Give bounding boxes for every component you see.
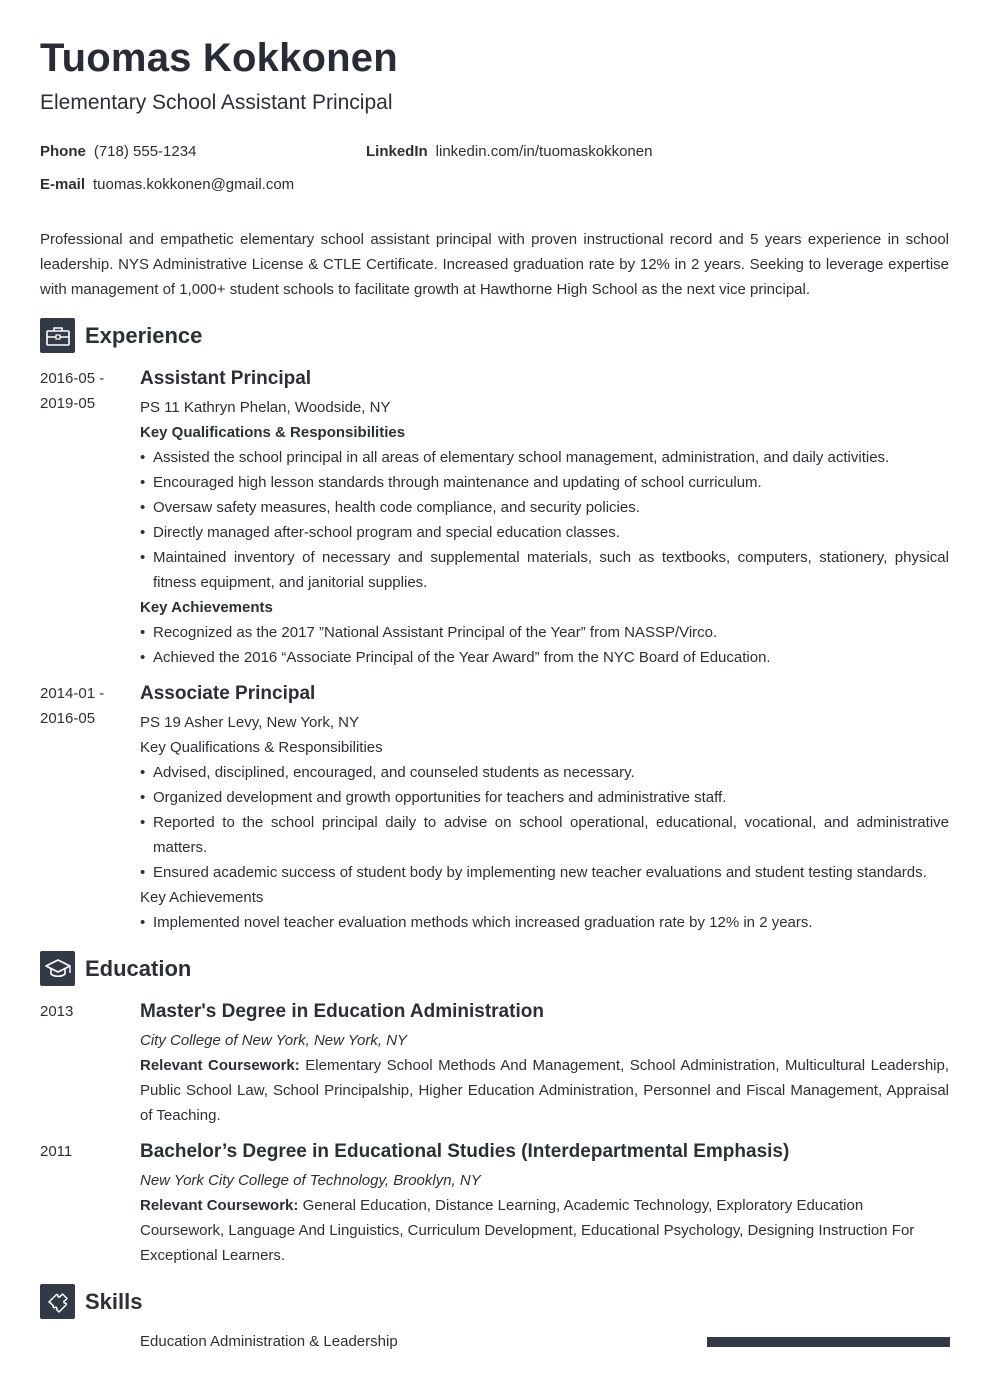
graduation-cap-icon	[40, 951, 75, 986]
job-title: Assistant Principal	[140, 368, 312, 389]
school-name: New York City College of Technology, Brooklyn, NY	[140, 1172, 481, 1189]
skills-section-title: Skills	[85, 1288, 143, 1314]
job-body	[140, 366, 949, 670]
puzzle-icon	[40, 1284, 75, 1319]
list-item: • Encouraged high lesson standards through maintenance and updating of school curriculum.	[140, 470, 949, 495]
education-section-title: Education	[85, 955, 192, 981]
job-entry	[40, 366, 949, 670]
contact-linkedin	[366, 143, 652, 160]
job-dates	[40, 366, 120, 416]
skill-level-bar	[707, 1337, 950, 1347]
degree-title: Master's Degree in Education Administration	[140, 1001, 544, 1022]
coursework-label: Relevant Coursework:	[140, 1057, 300, 1074]
experience-section-title: Experience	[85, 322, 203, 348]
education-entry	[40, 999, 949, 1128]
achievements-heading: Key Achievements	[140, 599, 273, 616]
list-item: • Assisted the school principal in all areas of elementary school management, administration, and daily activities.	[140, 445, 949, 470]
list-item: • Maintained inventory of necessary and supplemental materials, such as textbooks, computers, stationery, physical fitness equipment, and janitorial supplies.	[140, 545, 949, 595]
phone-label: Phone	[40, 143, 86, 160]
contact-email	[40, 176, 294, 193]
responsibilities-heading: Key Qualifications & Responsibilities	[140, 739, 383, 756]
degree-title: Bachelor’s Degree in Educational Studies (Interdepartmental Emphasis)	[140, 1141, 790, 1162]
summary-paragraph: Professional and empathetic elementary school assistant principal with proven instructional record and 5 years experience in school leadership. NYS Administrative License & CTLE Certificate. Increased graduation rate by 12% in 2 years. Seeking to leverage expertise with management of 1,000+ student schools to facilitate growth at Hawthorne High School as the next vice principal.	[40, 231, 949, 298]
job-organization: PS 19 Asher Levy, New York, NY	[140, 714, 360, 731]
linkedin-value[interactable]: linkedin.com/in/tuomaskokkonen	[435, 143, 653, 160]
job-title: Associate Principal	[140, 683, 316, 704]
linkedin-label: LinkedIn	[366, 143, 428, 160]
candidate-role: Elementary School Assistant Principal	[40, 91, 393, 114]
candidate-name: Tuomas Kokkonen	[40, 36, 398, 80]
achievements-heading: Key Achievements	[140, 889, 264, 906]
achievements-list	[140, 910, 949, 935]
education-year: 2013	[40, 1003, 74, 1020]
job-date-start: 2014-01 -	[40, 685, 105, 702]
job-entry	[40, 681, 949, 935]
education-entry	[40, 1139, 949, 1268]
list-item: • Organized development and growth opportunities for teachers and administrative staff.	[140, 785, 949, 810]
list-item: • Directly managed after-school program and special education classes.	[140, 520, 949, 545]
email-label: E-mail	[40, 176, 86, 193]
responsibilities-list	[140, 760, 949, 885]
coursework-text: General Education, Distance Learning, Academic Technology, Exploratory Education Coursework, Language And Linguistics, Curriculum Development, Educational Psychology, Designing Instruction For Exceptional Learners.	[140, 1197, 915, 1264]
education-body	[140, 1139, 949, 1268]
coursework	[140, 1053, 949, 1128]
education-body	[140, 999, 949, 1128]
coursework-text: Elementary School Methods And Management, School Administration, Multicultural Leadership, Public School Law, School Principalship, Higher Education Administration, Personnel and Fiscal Management, Appraisal of Teaching.	[140, 1057, 949, 1124]
list-item: • Oversaw safety measures, health code compliance, and security policies.	[140, 495, 949, 520]
responsibilities-heading: Key Qualifications & Responsibilities	[140, 424, 406, 441]
skills-section-header	[40, 1284, 142, 1319]
briefcase-icon	[40, 318, 75, 353]
coursework	[140, 1193, 949, 1268]
education-section-header	[40, 951, 191, 986]
list-item: • Implemented novel teacher evaluation methods which increased graduation rate by 12% in 2 years.	[140, 910, 949, 935]
coursework-label: Relevant Coursework:	[140, 1197, 299, 1214]
achievements-list	[140, 620, 949, 670]
job-date-start: 2016-05 -	[40, 370, 105, 387]
list-item: • Advised, disciplined, encouraged, and counseled students as necessary.	[140, 760, 949, 785]
list-item: • Ensured academic success of student body by implementing new teacher evaluations and student testing standards.	[140, 860, 949, 885]
job-dates	[40, 681, 120, 731]
email-value[interactable]: tuomas.kokkonen@gmail.com	[93, 176, 295, 193]
job-body	[140, 681, 949, 935]
skill-name: Education Administration & Leadership	[140, 1333, 398, 1350]
education-year: 2011	[40, 1143, 73, 1160]
school-name: City College of New York, New York, NY	[140, 1032, 408, 1049]
contact-phone	[40, 143, 196, 160]
list-item: • Reported to the school principal daily to advise on school operational, educational, vocational, and administrative matters.	[140, 810, 949, 860]
experience-section-header	[40, 318, 202, 353]
phone-value: (718) 555-1234	[93, 143, 197, 160]
list-item: • Achieved the 2016 “Associate Principal of the Year Award” from the NYC Board of Education.	[140, 645, 949, 670]
responsibilities-list	[140, 445, 949, 595]
job-date-end: 2019-05	[40, 395, 96, 412]
list-item: • Recognized as the 2017 ”National Assistant Principal of the Year” from NASSP/Virco.	[140, 620, 949, 645]
job-date-end: 2016-05	[40, 710, 96, 727]
job-organization: PS 11 Kathryn Phelan, Woodside, NY	[140, 399, 391, 416]
